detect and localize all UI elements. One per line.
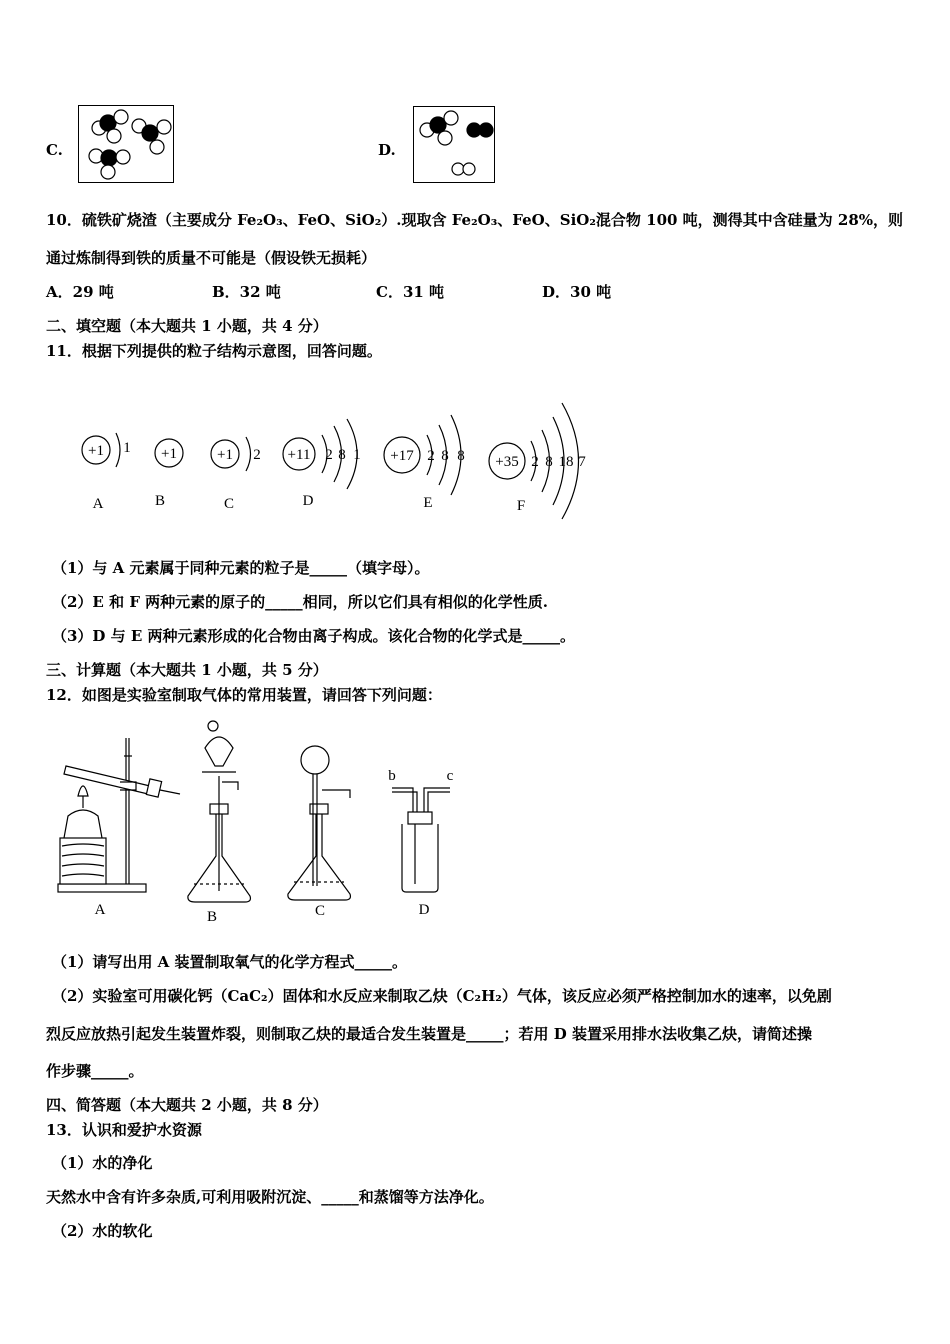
particle-f-shell-1-label: 2 bbox=[531, 454, 539, 470]
option-d-molecule-box bbox=[413, 106, 495, 183]
particle-c-shell-label: 2 bbox=[253, 447, 261, 463]
q12-sub2-line2: 烈反应放热引起发生装置炸裂，则制取乙炔的最适合发生装置是_____；若用 D 装置采用排水法收集乙炔，请简述操 bbox=[46, 1025, 812, 1043]
q12-sub2-line3: 作步骤_____。 bbox=[46, 1062, 144, 1080]
particle-f-label: F bbox=[516, 498, 526, 514]
particle-e-shell-1-label: 2 bbox=[427, 448, 435, 464]
particle-a-label: A bbox=[92, 496, 104, 512]
particle-c-nucleus-label: +1 bbox=[217, 447, 233, 463]
particle-structure-diagrams bbox=[70, 395, 610, 520]
q13-sub1-text: 天然水中含有许多杂质,可利用吸附沉淀、_____和蒸馏等方法净化。 bbox=[46, 1188, 494, 1206]
particle-d-shell-2-label: 8 bbox=[338, 447, 346, 463]
particle-f-shell-4-label: 7 bbox=[578, 454, 586, 470]
q10-stem-line1: 10．硫铁矿烧渣（主要成分 Fe₂O₃、FeO、SiO₂）.现取含 Fe₂O₃、FeO、SiO₂混合物 100 吨，测得其中含硅量为 28%，则 bbox=[46, 211, 904, 229]
section4-heading: 四、简答题（本大题共 2 小题，共 8 分） bbox=[46, 1096, 328, 1114]
q11-sub3: （3）D 与 E 两种元素形成的化合物由离子构成。该化合物的化学式是_____。 bbox=[52, 627, 576, 645]
particle-d-nucleus-label: +11 bbox=[287, 447, 311, 463]
particle-c-label: C bbox=[223, 496, 235, 512]
apparatus-c bbox=[288, 746, 351, 900]
q10-option-a[interactable]: A．29 吨 bbox=[46, 283, 114, 301]
q13-stem: 13．认识和爱护水资源 bbox=[46, 1121, 202, 1139]
particle-e-shell-2-label: 8 bbox=[441, 448, 449, 464]
particle-a-nucleus-label: +1 bbox=[88, 443, 104, 459]
q12-sub1: （1）请写出用 A 装置制取氧气的化学方程式_____。 bbox=[52, 953, 408, 971]
apparatus-d-label: D bbox=[418, 902, 430, 918]
q13-sub2: （2）水的软化 bbox=[52, 1222, 153, 1240]
particle-e-shell-3-label: 8 bbox=[457, 448, 465, 464]
section3-heading: 三、计算题（本大题共 1 小题，共 5 分） bbox=[46, 661, 328, 679]
particle-e-label: E bbox=[423, 495, 433, 511]
q10-stem-line2: 通过炼制得到铁的质量不可能是（假设铁无损耗） bbox=[46, 249, 377, 267]
q12-sub2-line1: （2）实验室可用碳化钙（CaC₂）固体和水反应来制取乙炔（C₂H₂）气体，该反应必须严格控制加水的速率，以免剧 bbox=[52, 987, 832, 1005]
particle-f-nucleus-label: +35 bbox=[495, 454, 519, 470]
particle-f-shell-3-label: 18 bbox=[558, 454, 574, 470]
option-d-molecules-diagram bbox=[414, 107, 494, 182]
particle-b-label: B bbox=[154, 493, 166, 509]
option-c-molecule-box bbox=[78, 105, 174, 183]
particle-c-shell-1 bbox=[246, 437, 251, 471]
section2-heading: 二、填空题（本大题共 1 小题，共 4 分） bbox=[46, 317, 328, 335]
tube-c-label: c bbox=[446, 768, 454, 784]
particle-d-label: D bbox=[302, 493, 314, 509]
particle-e-nucleus-label: +17 bbox=[390, 448, 414, 464]
option-d-label: D. bbox=[378, 141, 396, 159]
apparatus-c-label: C bbox=[314, 903, 326, 919]
apparatus-d bbox=[392, 788, 450, 892]
lab-apparatus-diagram bbox=[50, 716, 470, 926]
apparatus-a-label: A bbox=[94, 902, 106, 918]
q10-option-b[interactable]: B．32 吨 bbox=[212, 283, 281, 301]
q12-stem: 12．如图是实验室制取气体的常用装置，请回答下列问题： bbox=[46, 686, 442, 704]
particle-a-shell-1 bbox=[116, 433, 120, 467]
particle-a-shell-label: 1 bbox=[123, 440, 131, 456]
apparatus-b bbox=[188, 721, 251, 902]
option-c-molecules-diagram bbox=[79, 106, 173, 182]
particle-f-shell-2-label: 8 bbox=[545, 454, 553, 470]
particle-b-nucleus-label: +1 bbox=[161, 446, 177, 462]
q11-sub1: （1）与 A 元素属于同种元素的粒子是_____（填字母）。 bbox=[52, 559, 430, 577]
particle-d-shell-3-label: 1 bbox=[353, 447, 361, 463]
q11-stem: 11．根据下列提供的粒子结构示意图，回答问题。 bbox=[46, 342, 382, 360]
apparatus-a bbox=[58, 738, 180, 892]
q11-sub2: （2）E 和 F 两种元素的原子的_____相同，所以它们具有相似的化学性质. bbox=[52, 593, 548, 611]
q10-option-d[interactable]: D．30 吨 bbox=[542, 283, 612, 301]
apparatus-b-label: B bbox=[206, 909, 218, 925]
particle-d-shell-1-label: 2 bbox=[325, 447, 333, 463]
q13-sub1: （1）水的净化 bbox=[52, 1154, 153, 1172]
option-c-label: C. bbox=[46, 141, 63, 159]
q10-option-c[interactable]: C．31 吨 bbox=[376, 283, 445, 301]
tube-b-label: b bbox=[388, 768, 396, 784]
